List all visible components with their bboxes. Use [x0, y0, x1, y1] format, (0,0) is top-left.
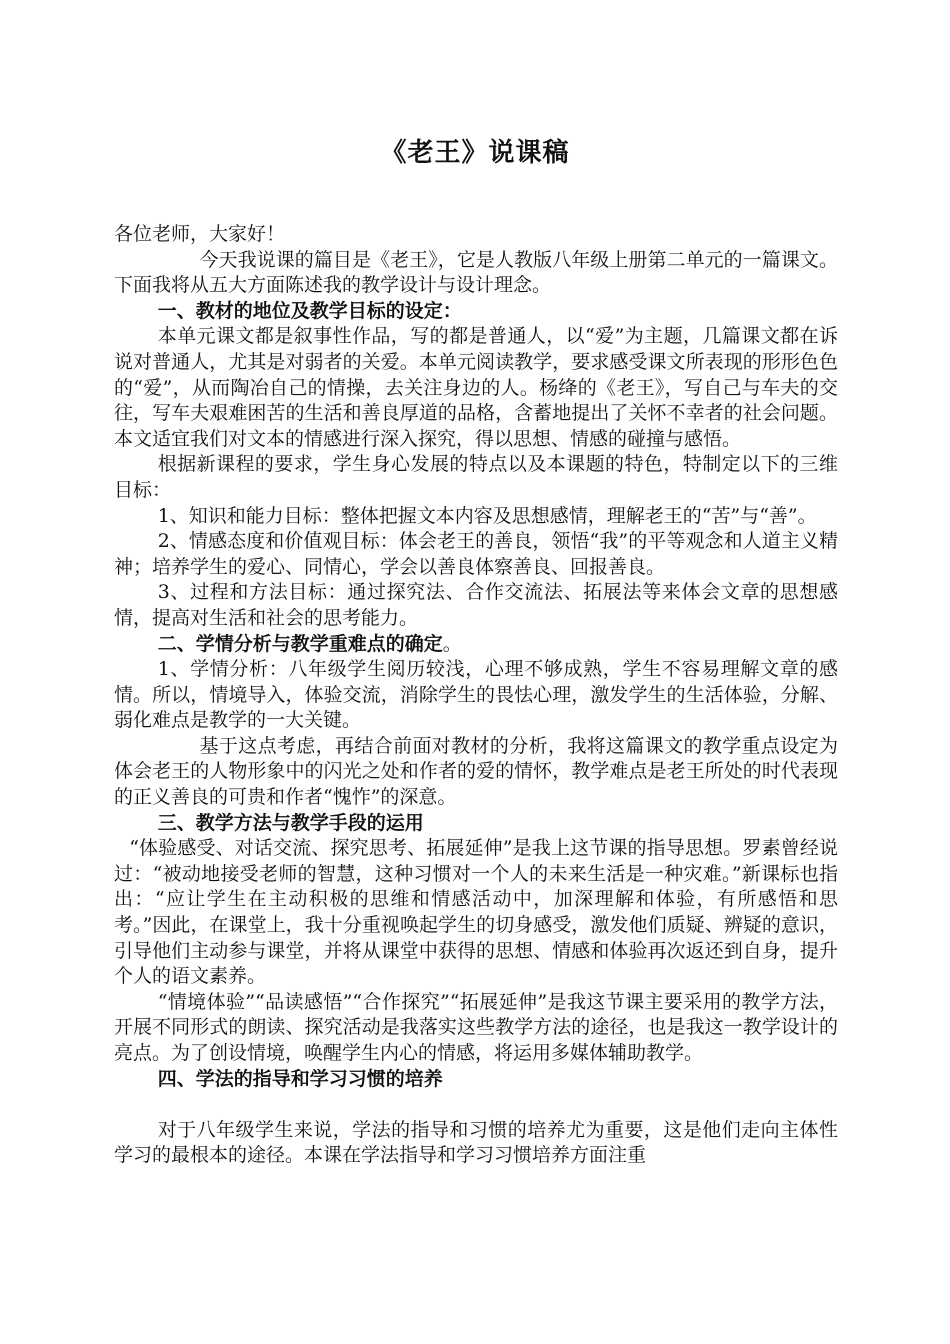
section3-paragraph-2: “情境体验”“品读感悟”“合作探究”“拓展延伸”是我这节课主要采用的教学方法，开展不同形式的朗读、探究活动是我落实这些教学方法的途径，也是我这一教学设计的亮点。为了创设情境，唤醒学生内心的情感，将运用多媒体辅助教学。: [114, 990, 838, 1064]
section3-heading: 三、教学方法与教学手段的运用: [157, 811, 424, 834]
intro-paragraph: 今天我说课的篇目是《老王》，它是人教版八年级上册第二单元的一篇课文。下面我将从五大方面陈述我的教学设计与设计理念。: [114, 248, 838, 297]
document-title: 《老王》说课稿: [380, 138, 570, 168]
section1-goal-2: 2、情感态度和价值观目标：体会老王的善良，领悟“我”的平等观念和人道主义精神；培养学生的爱心、同情心，学会以善良体察善良、回报善良。: [114, 530, 838, 578]
section1-heading: 一、教材的地位及教学目标的设定：: [157, 299, 462, 322]
greeting: 各位老师，大家好！: [114, 223, 286, 245]
section4-heading: 四、学法的指导和学习习惯的培养: [157, 1067, 443, 1090]
section1-paragraph-1: 本单元课文都是叙事性作品，写的都是普通人，以“爱”为主题，几篇课文都在诉说对普通人，尤其是对弱者的关爱。本单元阅读教学，要求感受课文所表现的形形色色的“爱”，从而陶冶自己的情操，去关注身边的人。杨绛的《老王》，写自己与车夫的交往，写车夫艰难困苦的生活和善良厚道的品格，含蓄地提出了关怀不幸者的社会问题。本文适宜我们对文本的情感进行深入探究，得以思想、情感的碰撞与感悟。: [114, 325, 838, 450]
section1-goal-1: 1、知识和能力目标：整体把握文本内容及思想感情，理解老王的“苦”与“善”。: [157, 504, 817, 527]
section2-heading: [114, 632, 838, 658]
document-body: [114, 222, 838, 1169]
section3-paragraph-1: “体验感受、对话交流、探究思考、拓展延伸”是我上这节课的指导思想。罗素曾经说过：“被动地接受老师的智慧，这种习惯对一个人的未来生活是一种灾难。”新课标也指出：“应让学生在主动积极的思维和情感活动中，加深理解和体验，有所感悟和思考。”因此，在课堂上，我十分重视唤起学生的切身感受，激发他们质疑、辨疑的意识，引导他们主动参与课堂，并将从课堂中获得的思想、情感和体验再次返还到自身，提升个人的语文素养。: [114, 837, 838, 988]
section4-paragraph-1: 对于八年级学生来说，学法的指导和习惯的培养尤为重要，这是他们走向主体性学习的最根本的途径。本课在学法指导和学习习惯培养方面注重: [114, 1118, 838, 1167]
blank-line: [114, 1092, 838, 1118]
section2-paragraph-2: 基于这点考虑，再结合前面对教材的分析，我将这篇课文的教学重点设定为体会老王的人物形象中的闪光之处和作者的爱的情怀，教学难点是老王所处的时代表现的正义善良的可贵和作者“愧怍”的深意。: [114, 734, 838, 809]
section1-paragraph-2: 根据新课程的要求，学生身心发展的特点以及本课题的特色，特制定以下的三维目标：: [114, 453, 838, 501]
section2-heading-text: 二、学情分析与教学重难点的确定: [157, 632, 443, 655]
section1-goal-3: 3、过程和方法目标：通过探究法、合作交流法、拓展法等来体会文章的思想感情，提高对生活和社会的思考能力。: [114, 581, 838, 629]
section2-paragraph-1: 1、学情分析：八年级学生阅历较浅，心理不够成熟，学生不容易理解文章的感情。所以，情境导入，体验交流，消除学生的畏怯心理，激发学生的生活体验，分解、弱化难点是教学的一大关键。: [114, 658, 838, 732]
section2-heading-tail: 。: [442, 632, 462, 655]
